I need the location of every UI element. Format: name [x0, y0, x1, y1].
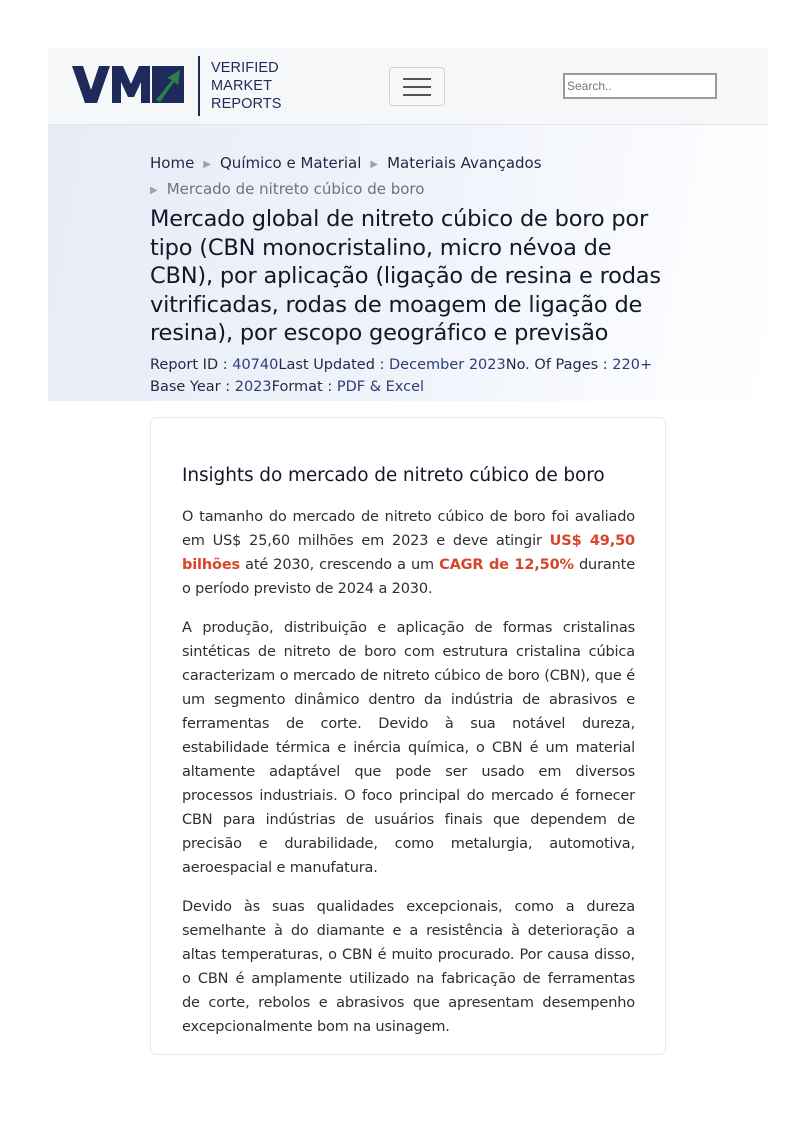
- chevron-right-icon: ▶: [150, 185, 158, 196]
- insights-p1-text-b: até 2030, crescendo a um: [240, 557, 440, 573]
- logo-line-3: REPORTS: [211, 96, 282, 112]
- breadcrumb: [150, 151, 670, 203]
- last-updated-value: December 2023: [389, 357, 506, 373]
- base-year-value: 2023: [234, 379, 272, 395]
- report-meta-line-1: [150, 354, 670, 376]
- insights-p1-text-a: O tamanho do mercado de nitreto cúbico de boro foi avaliado em US$ 25,60 milhões em 2023 e deve atingir: [182, 509, 635, 549]
- hamburger-icon: [403, 77, 431, 97]
- breadcrumb-quimico[interactable]: Químico e Material: [220, 154, 362, 172]
- search-input[interactable]: [563, 73, 717, 99]
- report-id-value: 40740: [232, 357, 279, 373]
- insights-p1-text-c: durante o período previsto de 2024 a 2030.: [182, 557, 635, 597]
- logo-wordmark: [211, 59, 282, 113]
- breadcrumb-materiais[interactable]: Materiais Avançados: [387, 154, 542, 172]
- report-meta: [150, 354, 670, 398]
- report-id-label: Report ID :: [150, 357, 233, 373]
- breadcrumb-home[interactable]: Home: [150, 154, 195, 172]
- format-label: Format :: [271, 379, 337, 395]
- vmr-logo[interactable]: [72, 56, 282, 116]
- logo-line-1: VERIFIED: [211, 60, 279, 76]
- market-value-highlight: US$ 49,50 bilhões: [182, 533, 635, 573]
- chevron-right-icon: ▶: [203, 159, 211, 170]
- cagr-highlight: CAGR de 12,50%: [439, 557, 574, 573]
- chevron-right-icon: ▶: [370, 159, 379, 170]
- report-hero: [48, 125, 768, 401]
- insights-paragraph-3: Devido às suas qualidades excepcionais, como a dureza semelhante à do diamante e a resistência à deterioração a altas temperaturas, o CBN é muito procurado. Por causa disso, o CBN é amplamente utilizado na fabricação de ferramentas de corte, rebolos e abrasivos que apresentam desempenho excepcionalmente bom na usinagem.: [182, 899, 635, 1035]
- last-updated-label: Last Updated :: [278, 357, 390, 373]
- format-value: PDF & Excel: [336, 379, 425, 395]
- insights-heading: Insights do mercado de nitreto cúbico de boro: [182, 465, 605, 486]
- insights-card: [150, 417, 666, 1055]
- page-title: Mercado global de nitreto cúbico de boro por tipo (CBN monocristalino, micro névoa de CBN), por aplicação (ligação de resina e rodas vitrificadas, rodas de moagem de ligação de resina), por escopo geográfico e previsão: [150, 206, 661, 346]
- breadcrumb-current: Mercado de nitreto cúbico de boro: [166, 180, 425, 198]
- pages-label: No. Of Pages :: [505, 357, 613, 373]
- pages-value: 220+: [612, 357, 653, 373]
- report-meta-line-2: [150, 376, 670, 398]
- insights-paragraph-2: A produção, distribuição e aplicação de formas cristalinas sintéticas de nitreto de boro com estrutura cristalina cúbica caracterizam o mercado de nitreto cúbico de boro (CBN), que é um segmento dinâmico dentro da indústria de abrasivos e ferramentas de corte. Devido à sua notável dureza, estabilidade térmica e inércia química, o CBN é um material altamente adaptável que pode ser usado em diversos processos industriais. O foco principal do mercado é fornecer CBN para indústrias de usuários finais que dependem de precisão e durabilidade, como metalurgia, automotiva, aeroespacial e manufatura.: [182, 620, 635, 876]
- base-year-label: Base Year :: [150, 379, 235, 395]
- insights-paragraph-1: [182, 505, 635, 601]
- logo-divider: [198, 56, 200, 116]
- menu-toggle-button[interactable]: [389, 67, 445, 106]
- site-header: [48, 48, 768, 125]
- vmr-logo-mark: [72, 66, 186, 104]
- logo-line-2: MARKET: [211, 78, 273, 94]
